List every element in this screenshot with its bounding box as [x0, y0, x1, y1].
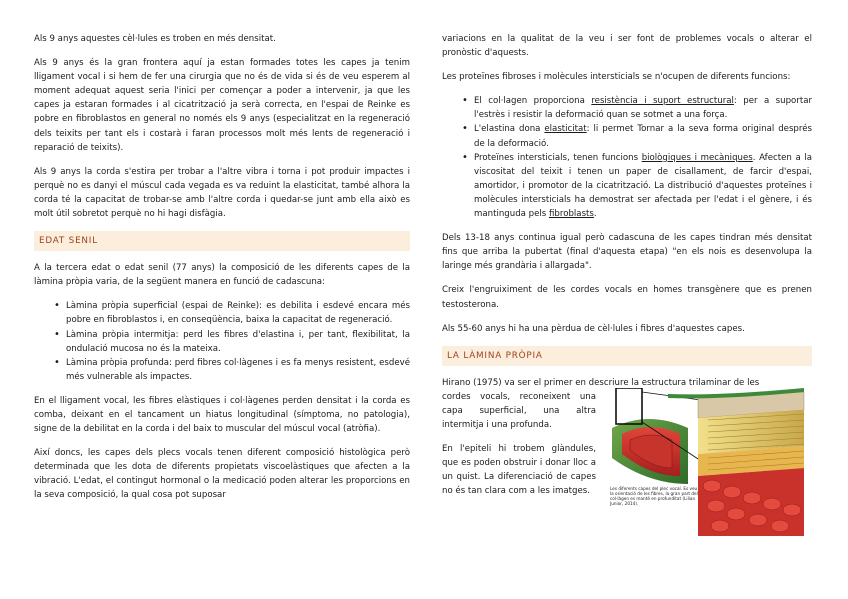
text: : li permet Tornar a la seva forma original després de la deformació. — [474, 124, 812, 149]
underlined-term: fibroblasts — [548, 209, 594, 220]
left-column — [34, 32, 410, 513]
text: . Afecten a la viscositat del teixit i tenen un paper de cisallament, de farcir d'espai, amortidor, i promotor de la cicatrització. La distribució d'aquestes proteïnes i molècules intersticials ha demostrat ser afectada per l'edat i el gènere, i és mantinguda pels — [474, 152, 812, 220]
paragraph: Creix l'engruiximent de les cordes vocals en homes transgènere que es prenen testosterona. — [442, 285, 812, 310]
text: El col·lagen proporciona — [474, 96, 592, 107]
paragraph: cordes vocals, reconeixent una capa superficial, una altra intermitja i una profunda. — [442, 391, 596, 430]
right-column — [442, 32, 812, 508]
paragraph: En l'epiteli hi trobem glàndules, que es poden obstruir i donar lloc a un quist. La diferenciació de capes no és tan clara com a les imatges. — [442, 444, 596, 497]
paragraph: Les proteïnes fibroses i molècules intersticials se n'ocupen de diferents funcions: — [442, 72, 791, 83]
figure-section — [442, 376, 812, 507]
list-item — [442, 151, 812, 221]
underlined-term: biològiques i mecàniques — [641, 152, 753, 163]
list-item: • Làmina pròpia profunda: perd fibres col·làgenes i es fa menys resistent, esdevé més vulnerable als impactes. — [34, 356, 410, 384]
section-heading-lamina-propia: LA LÀMINA PRÒPIA — [442, 346, 812, 366]
paragraph: variacions en la qualitat de la veu i ser font de problemes vocals o alterar el pronòstic d'aquests. — [442, 34, 812, 59]
text: : per a suportar l'estrès i resistir la deformació quan se sotmet a una força. — [474, 96, 813, 121]
vocal-fold-layers-figure — [608, 388, 808, 538]
bullet-list — [34, 299, 410, 384]
paragraph: Als 55-60 anys hi ha una pèrdua de cèl·lules i fibres d'aquestes capes. — [442, 323, 745, 334]
bullet-list — [442, 94, 812, 221]
list-item: • Làmina pròpia intermitja: perd les fibres d'elastina i, per tant, flexibilitat, la ondulació mucosa no és la mateixa. — [34, 328, 410, 356]
text: Proteïnes intersticials, tenen funcions — [474, 152, 642, 163]
paragraph: Als 9 anys és la gran frontera aquí ja estan formades totes les capes ja tenim lligament vocal i si hem de fer una cirurgia que no és de vida si és de veu esperem al moment adequat aquest seria l'inici per començar a poder a intervenir, ja que les capes ja estaran formades i al cicatrització ja serà correcta, en l'espai de Reinke es pobre en fibroblastos en general no només els 9 anys (especialitzat en la regeneració dels teixits per tant els i costarà i faran processos molt més lents de regeneració i reparació de teixits). — [34, 58, 410, 153]
paragraph: Als 9 anys aquestes cèl·lules es troben en més densitat. — [34, 34, 276, 44]
paragraph: Dels 13-18 anys continua igual però cadascuna de les capes tindran més densitat fins que arriba la pubertat (final d'aquesta etapa) "en els nois es desenvolupa la laringe més grandària i allargada". — [442, 233, 812, 272]
list-item — [442, 94, 812, 122]
paragraph: En el lligament vocal, les fibres elàstiques i col·làgenes perden densitat i la corda es comba, deixant en el tancament un hiatus longitudinal (símptoma, no patologia), signe de la debilitat en la corda i del baix to muscular del múscul vocal (atròfia). — [34, 395, 410, 435]
list-item: • Làmina pròpia superficial (espai de Reinke): es debilita i esdevé encara més pobre en fibroblastos i, en conseqüència, baixa la capacitat de regeneració. — [34, 299, 410, 327]
paragraph: A la tercera edat o edat senil (77 anys) la composició de les diferents capes de la làmina pròpia varia, de la següent manera en funció de cadascuna: — [34, 263, 410, 288]
list-item — [442, 122, 812, 150]
underlined-term: resistència i suport estructural — [591, 96, 734, 107]
text: L'elastina dona — [474, 124, 545, 135]
section-heading-edat-senil: EDAT SENIL — [34, 231, 410, 251]
text: . — [593, 209, 597, 220]
figure-caption: Les diferents capes del plec vocal. Es veu la orientació de les fibres, la gran part del col·làgen es manté en profunditat (Lilian Junior, 2014). — [610, 485, 698, 507]
underlined-term: elasticitat — [544, 124, 587, 135]
paragraph: Als 9 anys la corda s'estira per trobar a l'altre vibra i torna i pot produir impactes i perquè no es danyi el múscul cada vegada es va reduint la elasticitat, també alhora la corda té la capacitat de trobar-se amb l'altre corda i quedar-se junt amb ella això es molt útil sobretot perquè no hi hagi disfàgia. — [34, 166, 410, 220]
paragraph: Hirano (1975) va ser el primer en descriure la estructura trilaminar de les — [442, 377, 760, 388]
vocal-fold-illustration — [608, 388, 808, 538]
paragraph: Així doncs, les capes dels plecs vocals tenen diferent composició histològica però determinada que les dota de diferents propietats viscoelàstiques que afecten a la vibració. L'edat, el contingut hormonal o la medicació poden alterar les proporcions en la seva composició, la qual cosa pot suposar — [34, 448, 410, 501]
